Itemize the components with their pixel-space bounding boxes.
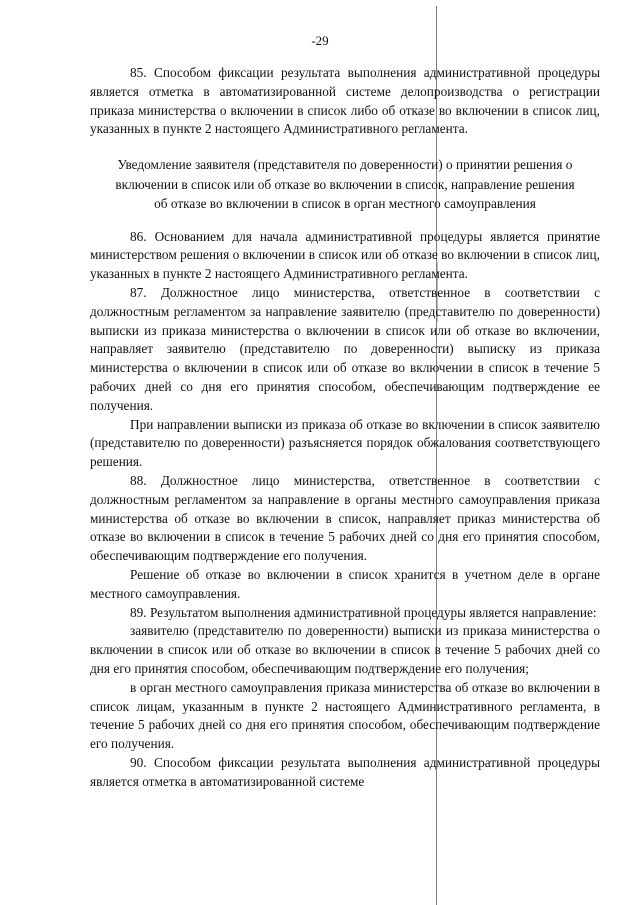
document-body — [90, 64, 600, 792]
paragraph-87-note: При направлении выписки из приказа об отказе во включении в список заявителю (представителю по доверенности) разъясняется порядок обжалования соответствующего решения. — [90, 416, 600, 470]
paragraph-90: 90. Способом фиксации результата выполнения административной процедуры является отметка в автоматизированной системе — [90, 755, 600, 789]
paragraph-85: 85. Способом фиксации результата выполнения административной процедуры является отметка в автоматизированной системе делопроизводства о регистрации приказа министерства о включении в список либо об отказе во включении в список лиц, указанных в пункте 2 настоящего Административного регламента. — [90, 65, 600, 137]
paragraph-86: 86. Основанием для начала административной процедуры является принятие министерством решения о включении в список или об отказе во включении в список лиц, указанных в пункте 2 настоящего Административного регламента. — [90, 228, 600, 282]
paragraph-87: 87. Должностное лицо министерства, ответственное в соответствии с должностным регламентом за направление заявителю (представителю по доверенности) выписки из приказа министерства о включении в список или об отказе во включении, направляет заявителю (представителю по доверенности) выписку из приказа министерства о включении в список или об отказе во включении в список в течение 5 рабочих дней со дня его принятия способом, обеспечивающим подтверждение ее получения. — [90, 285, 600, 413]
paragraph-89-item-1: заявителю (представителю по доверенности) выписки из приказа министерства о включении в список или об отказе во включении в список в течение 5 рабочих дней со дня его принятия способом, обеспечивающим подтверждение его получения; — [90, 623, 600, 677]
paragraph-88: 88. Должностное лицо министерства, ответственное в соответствии с должностным регламентом за направление в органы местного самоуправления приказа министерства об отказе во включении в список, направляет приказ министерства об отказе во включении в список в течение 5 рабочих дней со дня его принятия способом, обеспечивающим подтверждение его получения. — [90, 473, 600, 564]
section-heading: Уведомление заявителя (представителя по доверенности) о принятии решения о включении в список или об отказе во включении в список, направление решения об отказе во включении в список в орган местного самоуправления — [115, 157, 575, 212]
paragraph-89-item-2: в орган местного самоуправления приказа министерства об отказе во включении в список лицам, указанным в пункте 2 настоящего Административного регламента, в течение 5 рабочих дней со дня его принятия способом, обеспечивающим подтверждение его получения. — [90, 679, 600, 752]
paragraph-88-note: Решение об отказе во включении в список хранится в учетном деле в органе местного самоуправления. — [90, 567, 600, 601]
paragraph-89: 89. Результатом выполнения административной процедуры является направление: — [130, 604, 597, 620]
page-number: -29 — [311, 33, 329, 48]
